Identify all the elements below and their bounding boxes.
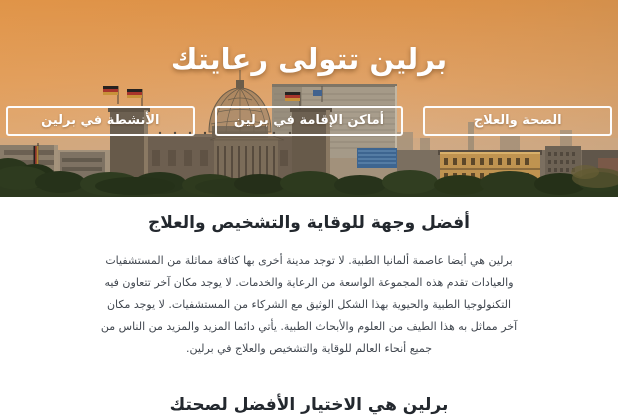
hero-button-bar — [6, 106, 612, 136]
hero-button-health[interactable]: الصحة والعلاج — [423, 106, 612, 136]
hero-title: برلين تتولى رعايتك — [170, 42, 448, 76]
section-heading-best-choice: برلين هي الاختيار الأفضل لصحتك — [169, 395, 449, 415]
section-body-prevention: برلين هي أيضا عاصمة ألمانيا الطبية. لا توجد مدينة أخرى بها كثافة مماثلة من المستشفيات والعيادات تقدم هذه المجموعة الواسعة من الرعاية والخدمات. لا يوجد مكان آخر تتعاون فيه التكنولوجيا الطبية والحيوية بهذا الشكل الوثيق مع الشركاء من المستشفيات. لا يوجد مكان آخر مماثل به هذا الطيف من العلوم والأبحاث الطبية. يأتي دائما المزيد والمزيد من الناس من جميع أنحاء العالم للوقاية والتشخيص والعلاج في برلين. — [100, 254, 518, 355]
hero-section — [0, 0, 618, 197]
section-heading-prevention: أفضل وجهة للوقاية والتشخيص والعلاج — [147, 213, 471, 233]
content-section — [0, 197, 618, 418]
berlin-skyline-photo — [0, 0, 618, 197]
hero-button-activities[interactable]: الأنشطة في برلين — [6, 106, 195, 136]
glass-building — [357, 148, 397, 168]
hero-button-accommodation[interactable]: أماكن الإقامة في برلين — [215, 106, 404, 136]
